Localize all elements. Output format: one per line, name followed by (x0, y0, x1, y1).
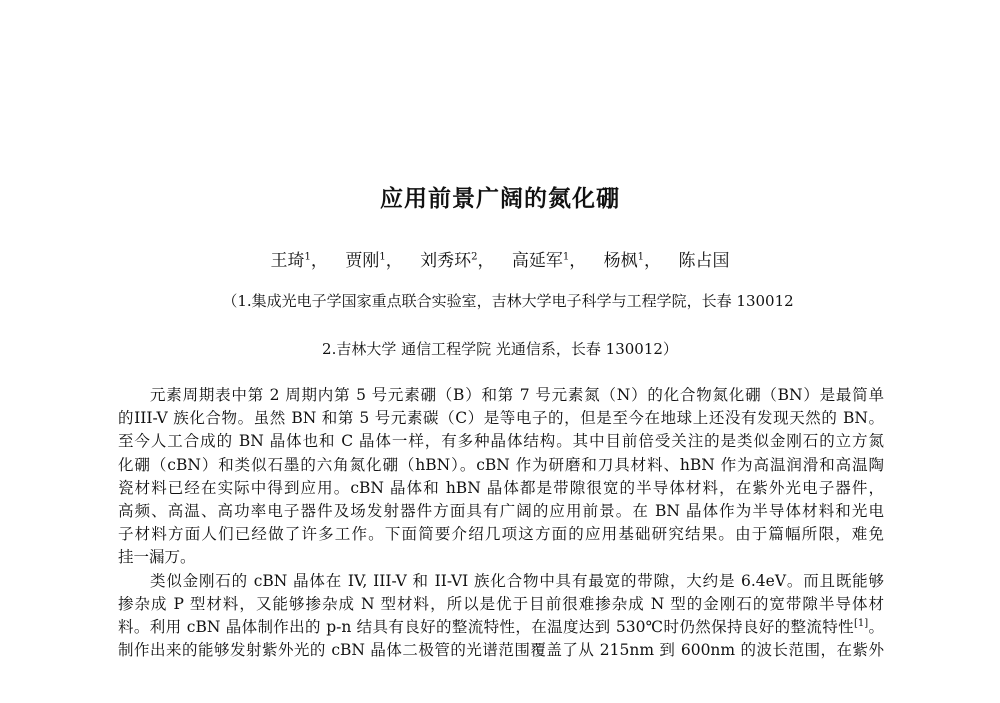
author: 刘秀环$^2$， (420, 251, 495, 271)
paragraph-1 (118, 384, 884, 570)
text-line: 元素周期表中第 2 周期内第 5 号元素硼（B）和第 7 号元素氮（N）的化合物氮化硼（BN）是最简单 (150, 386, 884, 404)
citation-ref: [1] (853, 617, 869, 629)
text-line-with-citation: 料。利用 cBN 晶体制作出的 p-n 结具有良好的整流特性，在温度达到 530℃时仍然保持良好的整流特性[1]。 (118, 617, 884, 637)
text-line: 类似金刚石的 cBN 晶体在 IV, III-V 和 II-VI 族化合物中具有最宽的带隙，大约是 6.4eV。而且既能够 (150, 571, 884, 590)
text-line: 化硼（cBN）和类似石墨的六角氮化硼（hBN）。cBN 作为研磨和刀具材料、hBN 作为高温润滑和高温陶 (118, 455, 884, 474)
body-text (118, 384, 884, 662)
paper-title: 应用前景广阔的氮化硼 (380, 186, 620, 212)
paragraph-2 (118, 570, 884, 663)
text-line: 制作出来的能够发射紫外光的 cBN 晶体二极管的光谱范围覆盖了从 215nm 到 600nm 的波长范围，在紫外 (118, 641, 884, 660)
text-line: 瓷材料已经在实际中得到应用。cBN 晶体和 hBN 晶体都是带隙很宽的半导体材料，在紫外光电子器件， (118, 478, 884, 497)
text-line: 挂一漏万。 (118, 548, 196, 567)
text-line: 高频、高温、高功率电子器件及场发射器件方面具有广阔的应用前景。在 BN 晶体作为半导体材料和光电 (118, 502, 884, 521)
text-line: 的III-V 族化合物。虽然 BN 和第 5 号元素碳（C）是等电子的，但是至今在地球上还没有发现天然的 BN。 (118, 409, 884, 428)
author: 贾刚$^1$， (345, 251, 403, 271)
author-list (0, 246, 1000, 271)
text-line: 至今人工合成的 BN 晶体也和 C 晶体一样，有多种晶体结构。其中目前倍受关注的是类似金刚石的立方氮 (118, 432, 884, 451)
text-line: 掺杂成 P 型材料，又能够掺杂成 N 型材料，所以是优于目前很难掺杂成 N 型的金刚石的宽带隙半导体材 (118, 594, 884, 613)
affiliation-2: 2.吉林大学 通信工程学院 光通信系，长春 130012） (322, 340, 678, 358)
author: 高延军$^1$， (511, 251, 587, 271)
author: 杨枫$^1$， (603, 251, 662, 271)
affiliation-1: （1.集成光电子学国家重点联合实验室，吉林大学电子科学与工程学院，长春 130012 (222, 292, 794, 310)
text-line: 子材料方面人们已经做了许多工作。下面简要介绍几项这方面的应用基础研究结果。由于篇幅所限，难免 (118, 525, 884, 544)
author: 王琦$^1$， (270, 251, 328, 271)
author: 陈占国 (678, 251, 730, 271)
